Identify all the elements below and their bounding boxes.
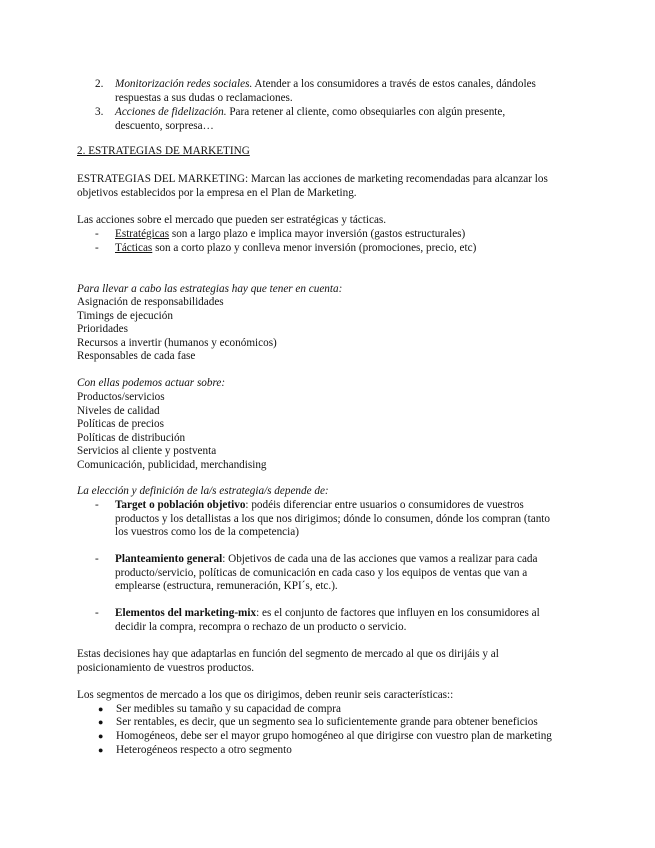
action-term: Estratégicas: [115, 228, 170, 240]
list-item: Productos/servicios: [77, 391, 165, 403]
choice-heading: La elección y definición de la/s estrategia/s depende de:: [77, 485, 329, 497]
item-text: Para retener al cliente, como obsequiarles con algún presente,: [226, 106, 506, 118]
list-item: Comunicación, publicidad, merchandising: [77, 458, 267, 471]
bullet-icon: ●: [98, 704, 104, 714]
list-number: 2.: [95, 78, 104, 90]
list-item: Niveles de calidad: [77, 404, 160, 417]
item-title: Acciones de fidelización.: [115, 106, 227, 118]
list-item: Responsables de cada fase: [77, 350, 196, 363]
item-text-continued: respuestas a sus dudas o reclamaciones.: [115, 91, 293, 104]
action-tacticas: [115, 242, 577, 256]
action-text: son a largo plazo e implica mayor inversión (gastos estructurales): [169, 228, 466, 240]
list-item: Servicios al cliente y postventa: [77, 445, 217, 458]
choice-item-planteamiento: Planteamiento general: Objetivos de cada una de las acciones que vamos a realizar para cada producto/servicio, políticas de comunicación en cada caso y los equipos de ventas que van a emplearse (estructura, remuneración, KPI´s, etc.).: [115, 553, 538, 593]
list-item: Asignación de responsabilidades: [77, 296, 224, 308]
dash-marker: -: [95, 607, 99, 619]
bullet-icon: ●: [98, 745, 104, 755]
segment-item: Homogéneos, debe ser el mayor grupo homogéneo al que dirigirse con vuestro plan de marketing: [116, 730, 552, 742]
item-title: Monitorización redes sociales.: [115, 78, 253, 90]
segments-heading: Los segmentos de mercado a los que os dirigimos, deben reunir seis características::: [77, 689, 454, 701]
decisions-paragraph: Estas decisiones hay que adaptarlas en función del segmento de mercado al que os dirijáis y al posicionamiento de vuestros productos.: [77, 648, 499, 674]
bullet-icon: ●: [98, 731, 104, 741]
intro-paragraph: ESTRATEGIAS DEL MARKETING: Marcan las acciones de marketing recomendadas para alcanzar los objetivos establecidos por la empresa en el Plan de Marketing.: [77, 173, 548, 199]
choice-item-target: Target o población objetivo: podéis diferenciar entre usuarios o consumidores de vuestros productos y los detallistas a los que nos dirigimos; dónde lo consumen, dónde los compran (tanto los vuestros como los de la competencia): [115, 499, 551, 539]
segment-item: Ser medibles su tamaño y su capacidad de compra: [116, 703, 341, 715]
choice-term: Elementos del marketing-mix: [115, 607, 257, 619]
dash-marker: -: [95, 228, 99, 240]
list-item: Recursos a invertir (humanos y económicos): [77, 336, 277, 349]
dash-marker: -: [95, 553, 99, 565]
bullet-icon: ●: [98, 717, 104, 727]
list-item: Prioridades: [77, 323, 128, 336]
act-on-heading: Con ellas podemos actuar sobre:: [77, 377, 226, 389]
action-term: Tácticas: [115, 242, 153, 254]
segment-item: Heterogéneos respecto a otro segmento: [116, 744, 292, 756]
numbered-item-fidelizacion: [115, 106, 575, 133]
action-text: son a corto plazo y conlleva menor inversión (promociones, precio, etc): [152, 242, 477, 254]
consider-heading: Para llevar a cabo las estrategias hay que tener en cuenta:: [77, 283, 343, 295]
list-number: 3.: [95, 106, 104, 118]
section-heading: 2. ESTRATEGIAS DE MARKETING: [77, 145, 250, 157]
action-estrategicas: [115, 228, 577, 242]
list-item: Políticas de distribución: [77, 431, 186, 444]
choice-term: Planteamiento general: [115, 553, 223, 565]
item-text-continued: descuento, sorpresa…: [115, 119, 214, 132]
choice-item-marketing-mix: Elementos del marketing-mix: es el conjunto de factores que influyen en los consumidores al decidir la compra, recompra o rechazo de un producto o servicio.: [115, 607, 540, 633]
list-item: Timings de ejecución: [77, 309, 173, 322]
choice-term: Target o población objetivo: [115, 499, 246, 511]
actions-intro: Las acciones sobre el mercado que pueden ser estratégicas y tácticas.: [77, 214, 387, 226]
list-item: Políticas de precios: [77, 418, 164, 431]
act-on-list: [77, 391, 577, 473]
dash-marker: -: [95, 242, 99, 254]
consider-list: [77, 296, 577, 364]
dash-marker: -: [95, 499, 99, 511]
numbered-item-monitorizacion: [115, 78, 575, 105]
item-text: Atender a los consumidores a través de estos canales, dándoles: [252, 78, 536, 90]
segment-item: Ser rentables, es decir, que un segmento sea lo suficientemente grande para obtener beneficios: [116, 716, 538, 728]
